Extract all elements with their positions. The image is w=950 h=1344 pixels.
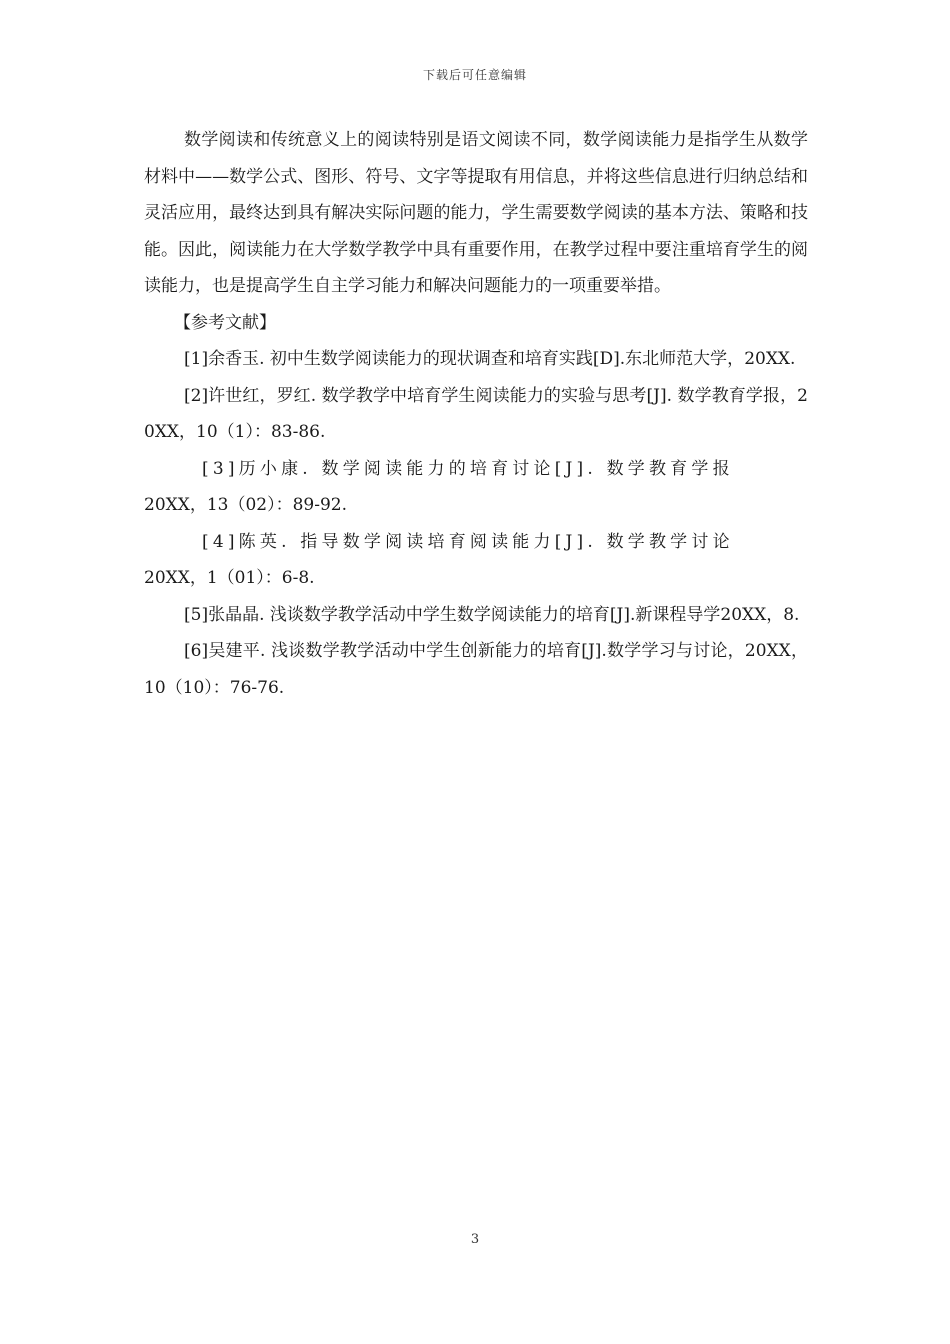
reference-6-tail: 20XX，10（10）：76-76.	[144, 641, 808, 698]
reference-item-1	[144, 341, 808, 378]
body-paragraph: 数学阅读和传统意义上的阅读特别是语文阅读不同，数学阅读能力是指学生从数学材料中——数学公式、图形、符号、文字等提取有用信息，并将这些信息进行归纳总结和灵活应用，最终达到具有解决实际问题的能力，学生需要数学阅读的基本方法、策略和技能。因此，阅读能力在大学数学教学中具有重要作用，在教学过程中要注重培育学生的阅读能力，也是提高学生自主学习能力和解决问题能力的一项重要举措。	[144, 130, 808, 296]
reference-item-2	[144, 378, 808, 451]
reference-item-6	[144, 633, 808, 706]
reference-5-tail: 20XX，8.	[720, 604, 800, 625]
page-header: 下载后可任意编辑	[422, 68, 527, 82]
reference-1-main: [1]余香玉. 初中生数学阅读能力的现状调查和培育实践[D].东北师范大学，	[184, 349, 745, 369]
reference-4-main: [4]陈英. 指导数学阅读培育阅读能力[J]. 数学教学讨论	[202, 531, 734, 552]
reference-2-tail: 教育学报，20XX，10（1）：83-86.	[144, 385, 808, 442]
references-heading: 【参考文献】	[174, 312, 276, 333]
reference-3-main: [3]历小康. 数学阅读能力的培育讨论[J]. 数学教育学报	[202, 458, 734, 479]
reference-1-tail: 20XX.	[744, 349, 796, 369]
reference-6-main: [6]吴建平. 浅谈数学教学活动中学生创新能力的培育[J].数学学习与讨论，	[184, 641, 745, 661]
reference-item-3	[144, 451, 808, 524]
page-number: 3	[470, 1232, 480, 1247]
reference-5-main: [5]张晶晶. 浅谈数学教学活动中学生数学阅读能力的培育[J].新课程导学	[184, 604, 721, 625]
reference-3-tail: 20XX，13（02）：89-92.	[144, 495, 348, 515]
document-body	[144, 122, 808, 706]
reference-4-tail: 20XX，1（01）：6-8.	[144, 568, 315, 588]
reference-2-main: [2]许世红，罗红. 数学教学中培育学生阅读能力的实验与思考[J]. 数学	[184, 385, 712, 406]
reference-item-5	[144, 597, 808, 634]
reference-item-4	[144, 524, 808, 597]
